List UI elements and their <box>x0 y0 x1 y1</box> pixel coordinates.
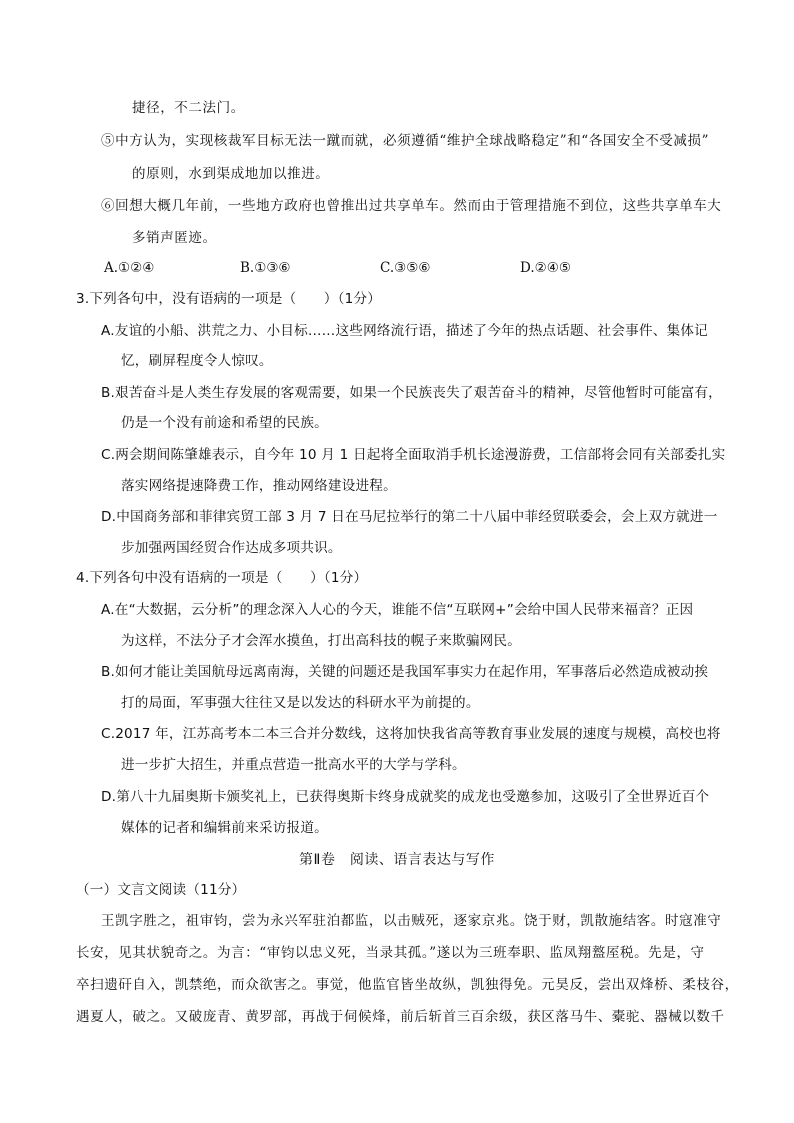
q2-item-6-line1: ⑥回想大概几年前，一些地方政府也曾推出过共享单车。然而由于管理措施不到位，这些共享单车大 <box>101 198 722 214</box>
q2-item-5-line2: 的原则，水到渠成地加以推进。 <box>132 166 330 182</box>
q4-option-a-line1: A.在“大数据，云分析”的理念深入人心的今天，谁能不信“互联网+”会给中国人民带来福音？正因 <box>101 602 694 618</box>
q2-option-d: D.②④⑤ <box>520 260 571 276</box>
q3-option-d-line2: 步加强两国经贸合作达成多项共识。 <box>121 540 342 556</box>
q3-option-c-line1: C.两会期间陈肇雄表示，自今年 10 月 1 日起将全面取消手机长途漫游费，工信部将会同有关部委扎实 <box>101 447 726 463</box>
passage-line-2: 长安，见其状貌奇之。为言：“审钧以忠义死，当录其孤。”遂以为三班奉职、监凤翔盩厔税。先是，守 <box>76 945 705 961</box>
q4-option-b-line2: 打的局面，军事强大往往又是以发达的科研水平为前提的。 <box>121 695 480 711</box>
q4-option-c-line2: 进一步扩大招生，并重点营造一批高水平的大学与学科。 <box>121 757 466 773</box>
q2-item-6-line2: 多销声匿迹。 <box>132 230 217 246</box>
q2-item-5-line1: ⑤中方认为，实现核裁军目标无法一蹴而就，必须遵循“维护全球战略稳定”和“各国安全不受减损” <box>101 133 710 149</box>
q3-option-d-line1: D.中国商务部和菲律宾贸工部 3 月 7 日在马尼拉举行的第二十八届中菲经贸联委会，会上双方就进一 <box>101 509 718 525</box>
q2-option-b: B.①③⑥ <box>240 260 291 276</box>
q2-option-a: A.①②④ <box>104 260 155 276</box>
section-title: 第Ⅱ卷 阅读、语言表达与写作 <box>299 852 495 868</box>
q3-option-a-line1: A.友谊的小船、洪荒之力、小目标……这些网络流行语，描述了今年的热点话题、社会事件、集体记 <box>101 323 708 339</box>
q2-item-4-end: 捷径，不二法门。 <box>132 100 245 116</box>
q3-option-b-line1: B.艰苦奋斗是人类生存发展的客观需要，如果一个民族丧失了艰苦奋斗的精神，尽管他暂时可能富有， <box>101 385 722 401</box>
q4-option-c-line1: C.2017 年，江苏高考本二本三合并分数线，这将加快我省高等教育事业发展的速度与规模，高校也将 <box>101 726 721 742</box>
passage-line-1: 王凯字胜之，祖审钧，尝为永兴军驻泊都监，以击贼死，逐家京兆。饶于财，凯散施结客。时寇准守 <box>101 913 722 929</box>
q3-stem: 3.下列各句中，没有语病的一项是（ ）（1分） <box>76 291 382 307</box>
q4-option-d-line2: 媒体的记者和编辑前来采访报道。 <box>121 820 328 836</box>
passage-line-3: 卒扫遗矸自入，凯禁绝，而众欲害之。事觉，他监官皆坐故纵，凯独得免。元昊反，尝出双烽桥、柔枝谷， <box>76 977 739 993</box>
q4-option-d-line1: D.第八十九届奥斯卡颁奖礼上，已获得奥斯卡终身成就奖的成龙也受邀参加，这吸引了全世界近百个 <box>101 789 710 805</box>
q2-option-c: C.③⑤⑥ <box>380 260 431 276</box>
section-subtitle: （一）文言文阅读（11分） <box>76 882 246 898</box>
q3-option-c-line2: 落实网络提速降费工作，推动网络建设进程。 <box>121 478 397 494</box>
q3-option-a-line2: 忆，刷屏程度令人惊叹。 <box>121 353 273 369</box>
passage-line-4: 遇夏人，破之。又破庞青、黄罗部，再战于伺候烽，前后斩首三百余级，获区落马牛、橐驼、器械以数千 <box>76 1009 725 1025</box>
q4-option-a-line2: 为这样，不法分子才会浑水摸鱼，打出高科技的幌子来欺骗网民。 <box>121 633 522 649</box>
q4-stem: 4.下列各句中没有语病的一项是（ ）（1分） <box>76 570 368 586</box>
q3-option-b-line2: 仍是一个没有前途和希望的民族。 <box>121 415 328 431</box>
q4-option-b-line1: B.如何才能让美国航母远离南海，关键的问题还是我国军事实力在起作用，军事落后必然造成被动挨 <box>101 664 709 680</box>
